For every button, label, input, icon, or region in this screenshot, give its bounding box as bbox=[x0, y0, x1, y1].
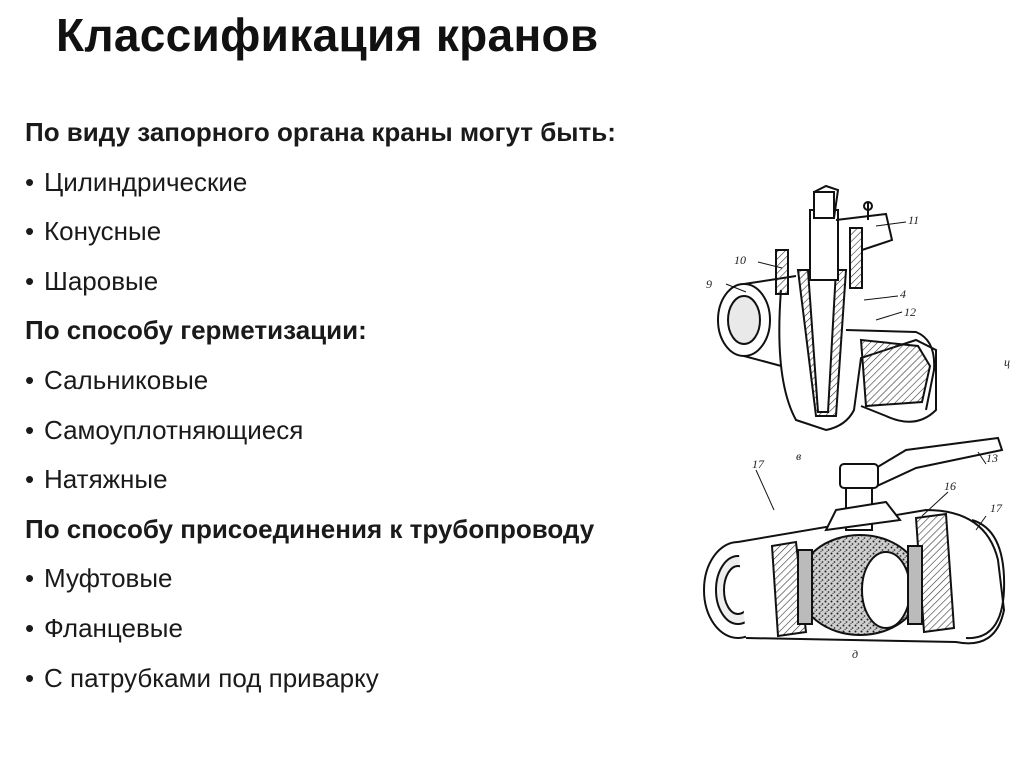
bullet: • bbox=[25, 464, 35, 495]
figure-label: 10 bbox=[734, 253, 746, 267]
figure-label: 12 bbox=[904, 305, 916, 319]
figure-label: 13 bbox=[986, 451, 998, 465]
figure-label: 17 bbox=[990, 501, 1002, 515]
figure-label: 9 bbox=[706, 277, 712, 291]
list-item bbox=[25, 410, 705, 460]
list-item bbox=[25, 608, 705, 658]
figure-label: 17 bbox=[752, 457, 764, 471]
list-item-label: С патрубками под приварку bbox=[44, 662, 379, 693]
list-item bbox=[25, 459, 705, 509]
list-item bbox=[25, 558, 705, 608]
list-item-label: Натяжные bbox=[44, 464, 168, 495]
list-item bbox=[25, 211, 705, 261]
section-heading-connection: По способу присоединения к трубопроводу bbox=[25, 513, 595, 544]
bullet: • bbox=[25, 216, 35, 247]
section-heading-closing-element: По виду запорного органа краны могут быть: bbox=[25, 117, 616, 147]
list-item-label: Цилиндрические bbox=[44, 166, 248, 197]
list-item-label: Самоуплотняющиеся bbox=[44, 414, 304, 445]
section-heading-sealing: По способу герметизации: bbox=[25, 315, 367, 346]
list-item-label: Конусные bbox=[44, 216, 162, 247]
figure-label: ц bbox=[1004, 355, 1010, 369]
bullet: • bbox=[25, 563, 35, 594]
list-item-label: Фланцевые bbox=[44, 612, 183, 643]
figure-label: 4 bbox=[900, 287, 906, 301]
list-item bbox=[25, 360, 705, 410]
bullet: • bbox=[25, 265, 35, 296]
bullet: • bbox=[25, 166, 35, 197]
bullet: • bbox=[25, 662, 35, 693]
figure-label: д bbox=[852, 647, 859, 661]
list-item bbox=[25, 658, 705, 708]
classification-list bbox=[25, 112, 705, 707]
valve-drawings bbox=[686, 180, 1024, 670]
list-item-label: Сальниковые bbox=[44, 364, 209, 395]
list-item bbox=[25, 162, 705, 212]
page-title: Классификация кранов bbox=[56, 9, 599, 61]
bullet: • bbox=[25, 612, 35, 643]
list-item-label: Муфтовые bbox=[44, 563, 173, 594]
bullet: • bbox=[25, 364, 35, 395]
list-item bbox=[25, 261, 705, 311]
figure-label: 16 bbox=[944, 479, 956, 493]
ball-valve-drawing bbox=[704, 464, 1004, 643]
bullet: • bbox=[25, 414, 35, 445]
list-item-label: Шаровые bbox=[44, 265, 159, 296]
figure-label: в bbox=[796, 449, 802, 463]
figure-label: 11 bbox=[908, 213, 920, 227]
